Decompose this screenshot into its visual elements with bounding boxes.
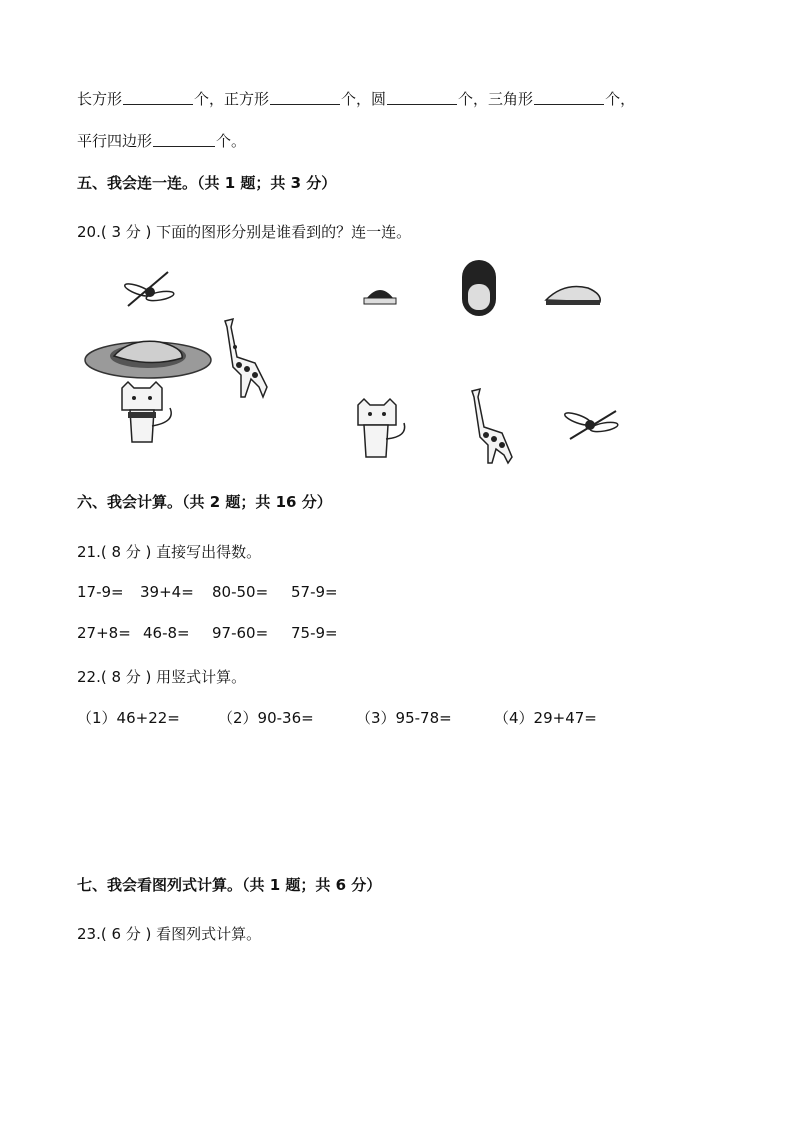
blank-triangle[interactable]	[534, 90, 604, 105]
calc-item: 17-9=	[77, 583, 124, 601]
blank-circle[interactable]	[387, 90, 457, 105]
section-5-title: 五、我会连一连。（共 1 题；共 3 分）	[77, 174, 337, 192]
calc-item: 80-50=	[212, 583, 269, 601]
calc-item: 46-8=	[143, 624, 190, 642]
blank-parallelogram[interactable]	[153, 132, 215, 147]
question-23: 23.( 6 分 ) 看图列式计算。	[77, 925, 262, 943]
calc-item: 75-9=	[291, 624, 338, 642]
calc-item: 97-60=	[212, 624, 269, 642]
question-20: 20.( 3 分 ) 下面的图形分别是谁看到的？连一连。	[77, 223, 412, 241]
calc-item: 27+8=	[77, 624, 131, 642]
mouse-front-view-icon[interactable]	[364, 290, 396, 304]
cat-icon	[122, 382, 171, 442]
mouse-side-view-icon[interactable]	[546, 287, 600, 306]
scene-illustration	[80, 262, 280, 452]
label-circle: 个，圆	[341, 90, 387, 108]
viewers-row	[350, 385, 630, 465]
label-rectangle: 长方形	[77, 90, 123, 108]
calc-item: 39+4=	[140, 583, 194, 601]
cat-viewer-icon[interactable]	[358, 399, 405, 457]
shape-count-line-1	[77, 88, 635, 109]
vertical-calc-item: （2）90-36=	[218, 709, 314, 727]
blank-square[interactable]	[270, 90, 340, 105]
mouse-top-view-icon[interactable]	[462, 260, 496, 316]
giraffe-icon	[225, 319, 267, 397]
views-row	[360, 258, 610, 320]
label-parallelogram: 平行四边形	[77, 132, 153, 150]
dragonfly-viewer-icon[interactable]	[563, 410, 618, 439]
giraffe-viewer-icon[interactable]	[472, 389, 512, 463]
blank-rectangle[interactable]	[123, 90, 193, 105]
dragonfly-icon	[123, 272, 174, 306]
calc-item: 57-9=	[291, 583, 338, 601]
mouse-on-pad-icon	[85, 341, 211, 378]
vertical-calc-item: （1）46+22=	[77, 709, 180, 727]
vertical-calc-item: （3）95-78=	[356, 709, 452, 727]
label-square: 个，正方形	[194, 90, 270, 108]
vertical-calc-item: （4）29+47=	[494, 709, 597, 727]
section-7-title: 七、我会看图列式计算。（共 1 题；共 6 分）	[77, 876, 382, 894]
shape-count-line-2	[77, 130, 246, 151]
label-end-1: 个，	[605, 90, 636, 108]
label-triangle: 个，三角形	[458, 90, 534, 108]
label-end-2: 个。	[216, 132, 247, 150]
section-6-title: 六、我会计算。（共 2 题；共 16 分）	[77, 493, 332, 511]
question-22: 22.( 8 分 ) 用竖式计算。	[77, 668, 247, 686]
question-21: 21.( 8 分 ) 直接写出得数。	[77, 543, 262, 561]
